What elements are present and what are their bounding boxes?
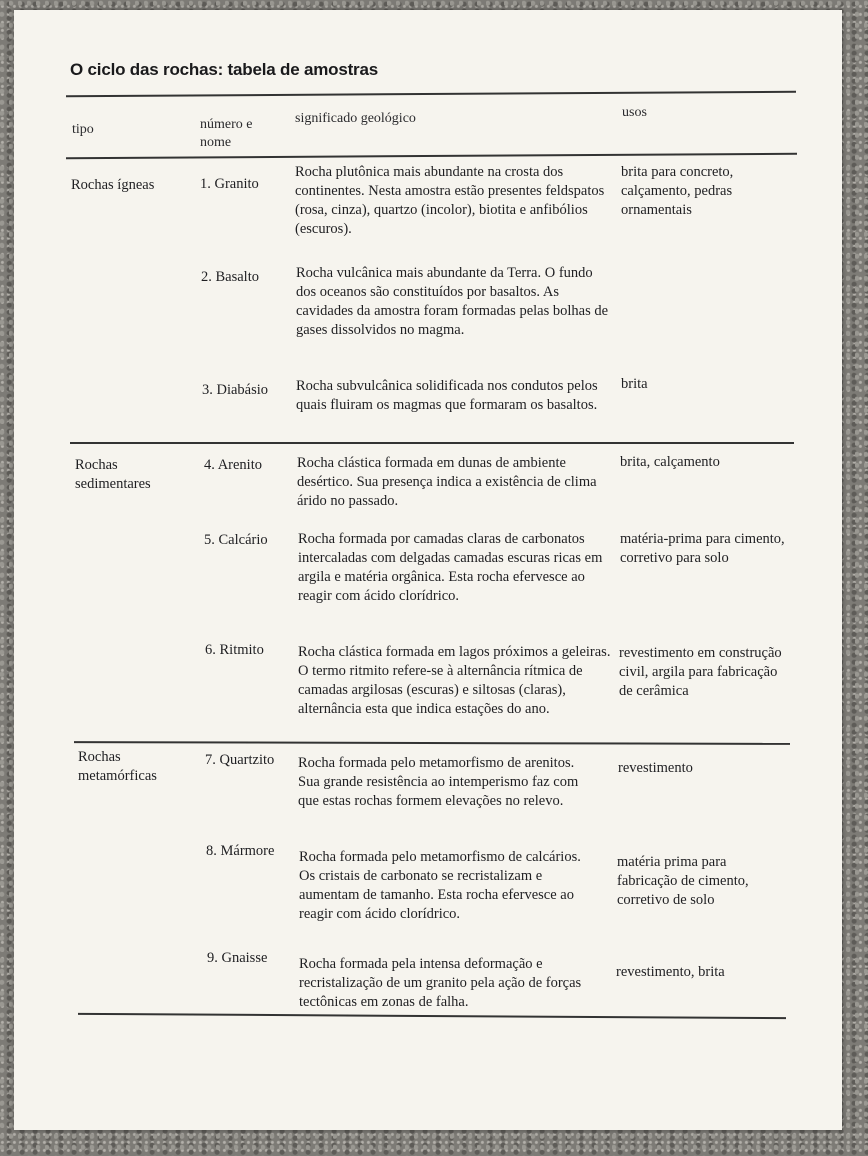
sample-uses-6: revestimento em construção civil, argila para fabricação de cerâmica — [619, 645, 782, 699]
sample-uses-3: brita — [621, 376, 648, 392]
sample-uses-5: matéria-prima para cimento, corretivo para solo — [620, 531, 785, 566]
sample-uses-7: revestimento — [618, 760, 693, 776]
sample-uses-4: brita, calçamento — [620, 454, 720, 470]
sample-name-1: 1. Granito — [200, 176, 259, 192]
sample-meaning-1: Rocha plutônica mais abundante na crosta dos continentes. Nesta amostra estão presentes feldspatos (rosa, cinza), quartzo (incolor), biotita e anfibólios (escuros). — [295, 164, 605, 237]
sample-name-7: 7. Quartzito — [205, 752, 275, 768]
sample-name-4: 4. Arenito — [204, 457, 262, 473]
group-label-metamorficas: Rochas metamórficas — [78, 749, 157, 784]
header-numero-nome: número e nome — [200, 117, 253, 150]
header-significado: significado geológico — [295, 111, 416, 126]
sample-uses-8: matéria prima para fabricação de cimento, corretivo de solo — [617, 854, 749, 908]
sample-uses-1: brita para concreto, calçamento, pedras ornamentais — [621, 164, 734, 218]
sample-meaning-5: Rocha formada por camadas claras de carbonatos intercaladas com delgadas camadas escuras ricas em argila e matéria orgânica. Esta rocha efervesce ao reagir com ácido clorídrico. — [298, 531, 603, 604]
sample-name-9: 9. Gnaisse — [207, 950, 268, 966]
sample-meaning-6: Rocha clástica formada em lagos próximos a geleiras. O termo ritmito refere-se à alternância rítmica de camadas argilosas (escuras) e siltosas (claras), alternância esta que indica estações do ano. — [298, 644, 611, 717]
group-rule-1 — [70, 442, 794, 444]
sample-meaning-2: Rocha vulcânica mais abundante da Terra. O fundo dos oceanos são constituídos por basaltos. As cavidades da amostra foram formadas pelas bolhas de gases dissolvidos no magma. — [296, 265, 609, 338]
page-title: O ciclo das rochas: tabela de amostras — [70, 60, 378, 79]
group-label-sedimentares: Rochas sedimentares — [75, 457, 151, 492]
group-rule-2 — [74, 741, 790, 744]
header-usos: usos — [622, 105, 647, 120]
sample-name-3: 3. Diabásio — [202, 382, 269, 398]
bottom-rule — [78, 1013, 786, 1019]
sample-name-5: 5. Calcário — [204, 532, 268, 548]
sample-table-sheet — [14, 10, 842, 1130]
sample-meaning-7: Rocha formada pelo metamorfismo de arenitos. Sua grande resistência ao intemperismo faz com que estas rochas formem elevações no relevo. — [298, 755, 579, 809]
top-rule — [66, 91, 796, 97]
group-label-igneas: Rochas ígneas — [71, 177, 155, 193]
sample-name-6: 6. Ritmito — [205, 642, 264, 658]
sample-meaning-9: Rocha formada pela intensa deformação e recristalização de um granito pela ação de forças tectônicas em zonas de falha. — [299, 956, 582, 1010]
sample-name-8: 8. Mármore — [206, 843, 275, 859]
header-tipo: tipo — [72, 122, 94, 137]
header-rule — [66, 153, 797, 159]
sample-meaning-8: Rocha formada pelo metamorfismo de calcários. Os cristais de carbonato se recristalizam e aumentam de tamanho. Esta rocha efervesce ao reagir com ácido clorídrico. — [299, 849, 581, 922]
sample-meaning-4: Rocha clástica formada em dunas de ambiente desértico. Sua presença indica a existência de clima árido no passado. — [297, 455, 597, 509]
sample-meaning-3: Rocha subvulcânica solidificada nos condutos pelos quais fluiram os magmas que formaram os basaltos. — [296, 378, 598, 413]
sample-name-2: 2. Basalto — [201, 269, 259, 285]
sample-uses-9: revestimento, brita — [616, 964, 725, 980]
